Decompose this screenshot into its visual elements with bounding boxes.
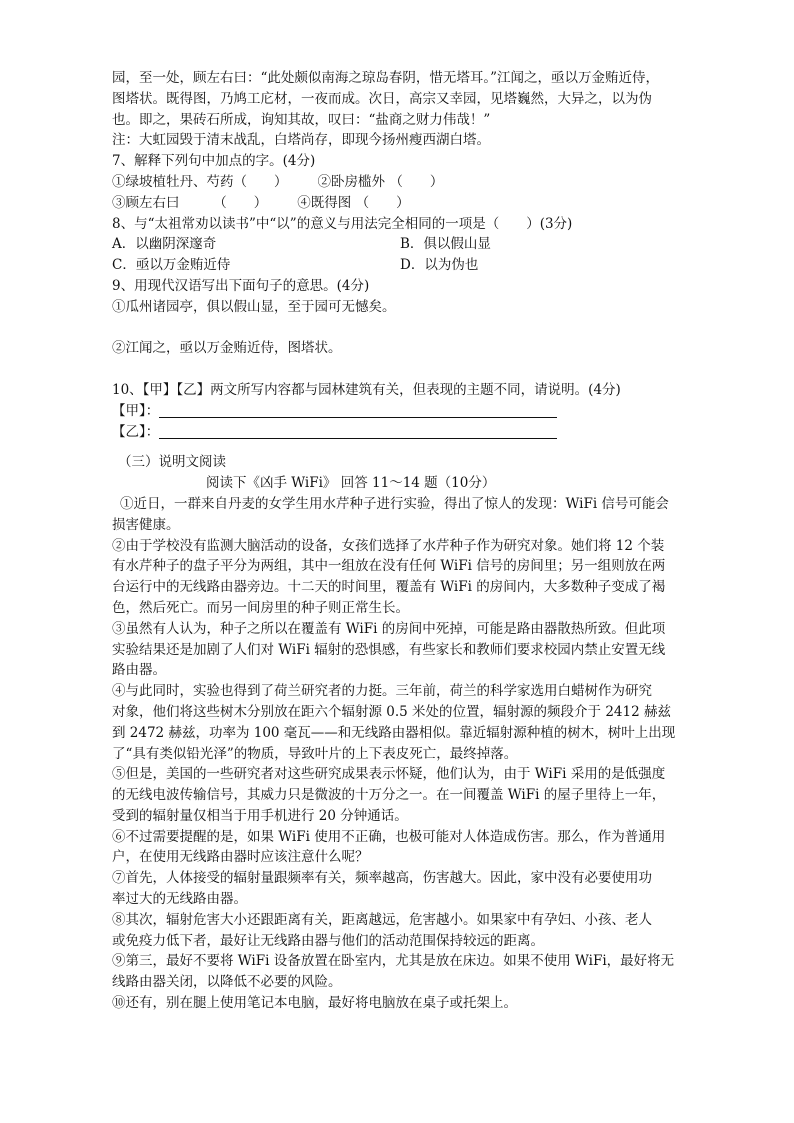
article-line: ④与此同时，实验也得到了荷兰研究者的力挺。三年前，荷兰的科学家选用白蜡树作为研究 <box>112 683 652 700</box>
question-7-row-2 <box>112 193 686 214</box>
question-7 <box>112 151 686 213</box>
answer-space <box>112 318 686 339</box>
question-9-sentence-1: ①瓜州诸园亭，俱以假山显，至于园可无憾矣。 <box>112 298 396 315</box>
article-line: ⑤但是，美国的一些研究者对这些研究成果表示怀疑，他们认为，由于 WiFi 采用的是低强度 <box>112 766 666 783</box>
section-3 <box>112 452 686 494</box>
option-d: D．以为伪也 <box>400 257 479 274</box>
answer-line-yi <box>112 422 686 443</box>
passage-yi-continued <box>112 68 686 151</box>
article-line: 路由器。 <box>112 662 166 679</box>
question-10-stem: 10、【甲】【乙】两文所写内容都与园林建筑有关，但表现的主题不同，请说明。(4分) <box>112 381 621 398</box>
passage-line: 也。即之，果砖石所成，询知其故，叹曰：“盐商之财力伟哉！” <box>112 111 491 128</box>
article-line: 户，在使用无线路由器时应该注意什么呢？ <box>112 849 369 866</box>
article-line: 率过大的无线路由器。 <box>112 891 247 908</box>
question-8-options-cd <box>112 255 686 276</box>
question-7-item-3: ③顾左右曰 （ ） <box>112 194 268 211</box>
answer-space <box>112 359 686 380</box>
question-7-item-1: ①绿坡植牡丹、芍药（ ） <box>112 173 288 190</box>
article-line: 损害健康。 <box>112 516 180 533</box>
article-line: ①近日，一群来自丹麦的女学生用水芹种子进行实验，得出了惊人的发现：WiFi 信号可能会 <box>120 495 669 512</box>
question-9-sentence-2: ②江闻之，亟以万金贿近侍，图塔状。 <box>112 340 342 357</box>
answer-blank-jia[interactable] <box>159 403 557 418</box>
article-line: 受到的辐射量仅相当于用手机进行 20 分钟通话。 <box>112 807 408 824</box>
article-body <box>112 494 686 1014</box>
question-7-item-2: ②卧房槛外 （ ） <box>317 173 444 190</box>
question-7-stem: 7、解释下列句中加点的字。(4分) <box>112 153 316 170</box>
passage-note: 注：大虹园毁于清末战乱，白塔尚存，即现今扬州瘦西湖白塔。 <box>112 132 490 149</box>
question-10 <box>112 380 686 442</box>
answer-blank-yi[interactable] <box>159 424 557 439</box>
article-line: ⑥不过需要提醒的是，如果 WiFi 使用不正确，也极可能对人体造成伤害。那么，作为普通用 <box>112 828 666 845</box>
article-line: 线路由器关闭，以降低不必要的风险。 <box>112 974 342 991</box>
article-line: 实验结果还是加剧了人们对 WiFi 辐射的恐惧感，有些家长和教师们要求校园内禁止安置无线 <box>112 641 666 658</box>
passage-line: 图塔状。既得图，乃鸠工庀材，一夜而成。次日，高宗又幸园，见塔巍然，大异之，以为伪 <box>112 90 652 107</box>
question-8-stem: 8、与“太祖常劝以读书”中“以”的意义与用法完全相同的一项是（ ）(3分) <box>112 215 573 232</box>
article-line: ⑧其次，辐射危害大小还跟距离有关，距离越远，危害越小。如果家中有孕妇、小孩、老人 <box>112 911 652 928</box>
section-heading: （三）说明文阅读 <box>118 454 226 471</box>
option-b: B．俱以假山显 <box>400 236 491 253</box>
question-8-options-ab <box>112 234 686 255</box>
question-9 <box>112 276 686 380</box>
answer-label-yi: 【乙】： <box>112 423 160 440</box>
answer-label-jia: 【甲】： <box>112 402 160 419</box>
option-c: C．亟以万金贿近侍 <box>112 257 231 274</box>
passage-line: 园，至一处，顾左右曰：“此处颇似南海之琼岛春阴，惜无塔耳。”江闻之，亟以万金贿近侍， <box>112 70 660 86</box>
article-line: 或免疫力低下者，最好让无线路由器与他们的活动范围保持较远的距离。 <box>112 932 544 949</box>
article-line: 台运行中的无线路由器旁边。十二天的时间里，覆盖有 WiFi 的房间内，大多数种子变成了褐 <box>112 579 666 596</box>
question-9-stem: 9、用现代汉语写出下面句子的意思。(4分) <box>112 277 370 294</box>
question-7-row-1 <box>112 172 686 193</box>
article-line: 有水芹种子的盘子平分为两组，其中一组放在没有任何 WiFi 信号的房间里；另一组则放在两 <box>112 558 666 575</box>
article-line: 色，然后死亡。而另一间房里的种子则正常生长。 <box>112 599 409 616</box>
article-line: 对象，他们将这些树木分别放在距六个辐射源 0.5 米处的位置，辐射源的频段介于 2412 赫兹 <box>112 703 671 720</box>
article-line: 到 2472 赫兹，功率为 100 毫瓦——和无线路由器相似。靠近辐射源种植的树木，树叶上出现 <box>112 724 676 741</box>
exam-page <box>112 68 686 1014</box>
article-line: ⑨第三，最好不要将 WiFi 设备放置在卧室内，尤其是放在床边。如果不使用 WiFi，最好将无 <box>112 953 675 970</box>
article-line: ②由于学校没有监测大脑活动的设备，女孩们选择了水芹种子作为研究对象。她们将 12 个装 <box>112 537 665 554</box>
section-instruction: 阅读下《凶手 WiFi》 回答 11～14 题（10分） <box>206 475 496 492</box>
question-8 <box>112 214 686 276</box>
article-line: 的无线电波传输信号，其威力只是微波的十万分之一。在一间覆盖 WiFi 的屋子里待上一年， <box>112 787 666 804</box>
article-line: ③虽然有人认为，种子之所以在覆盖有 WiFi 的房间中死掉，可能是路由器散热所致。但此项 <box>112 620 666 637</box>
question-7-item-4: ④既得图 （ ） <box>297 194 410 211</box>
answer-line-jia <box>112 401 686 422</box>
article-line: ⑦首先，人体接受的辐射量跟频率有关，频率越高，伤害越大。因此，家中没有必要使用功 <box>112 870 652 887</box>
option-a: A．以幽阴深邃奇 <box>112 236 217 253</box>
article-line: 了“具有类似铅光泽”的物质，导致叶片的上下表皮死亡，最终掉落。 <box>112 745 518 762</box>
article-line: ⑩还有，别在腿上使用笔记本电脑，最好将电脑放在桌子或托架上。 <box>112 995 517 1012</box>
